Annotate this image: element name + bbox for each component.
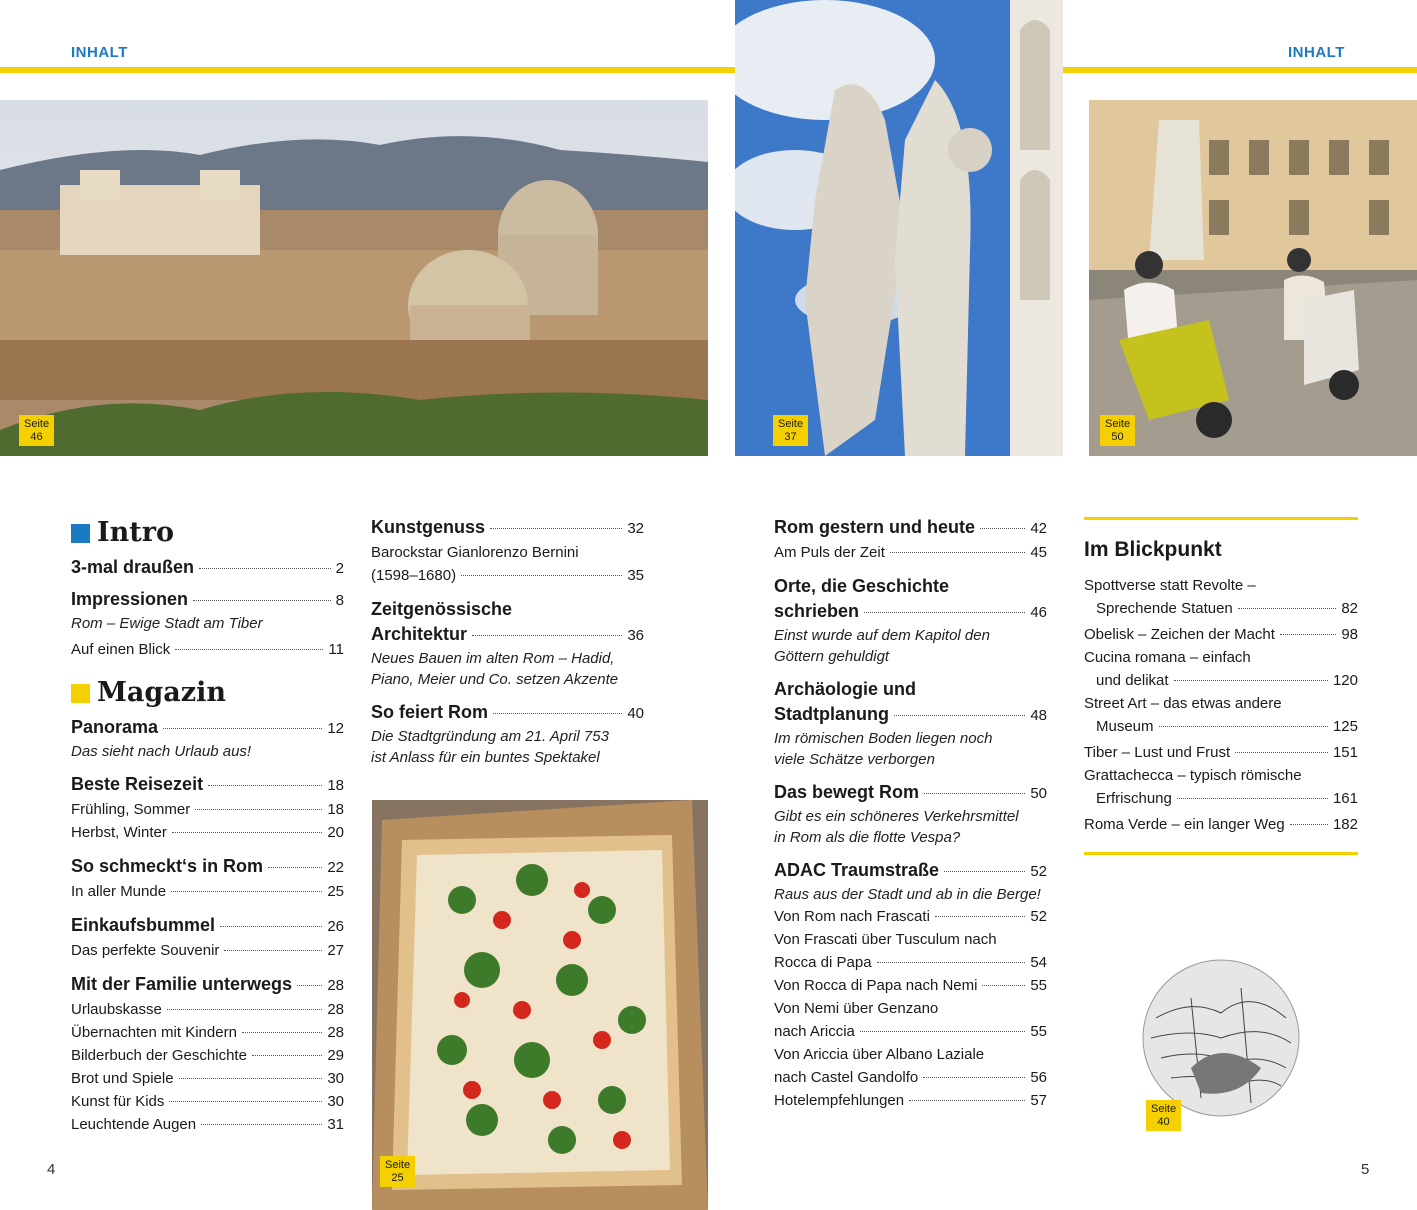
toc-entry[interactable]: Roma Verde – ein langer Weg 182 [1084,816,1358,833]
toc-entry[interactable]: Von Rocca di Papa nach Nemi 55 [774,977,1047,994]
toc-entry[interactable]: Am Puls der Zeit 45 [774,544,1047,561]
page-number-right: 5 [1361,1161,1370,1178]
toc-entry[interactable]: Hotelempfehlungen 57 [774,1092,1047,1109]
section-title-intro: Intro [71,515,344,551]
toc-column-2 [371,515,644,768]
header-label-left: INHALT [71,44,128,61]
toc-entry[interactable]: Rom gestern und heute 42 [774,517,1047,537]
toc-entry[interactable]: Museum 125 [1096,718,1358,735]
blickpunkt-rule-bottom [1084,852,1358,855]
toc-entry[interactable]: Übernachten mit Kindern 28 [71,1024,344,1041]
header-bar-left [0,67,735,73]
toc-entry[interactable]: schrieben 46 [774,601,1047,621]
toc-entry[interactable]: Bilderbuch der Geschichte 29 [71,1047,344,1064]
toc-entry[interactable]: (1598–1680) 35 [371,567,644,584]
toc-entry[interactable]: Erfrischung 161 [1096,790,1358,807]
toc-entry[interactable]: Panorama 12 [71,717,344,737]
toc-subtitle: Einst wurde auf dem Kapitol den [774,627,990,644]
toc-subtitle: Das sieht nach Urlaub aus! [71,743,252,760]
toc-entry-line: Zeitgenössische [371,599,513,619]
toc-entry-line: Barockstar Gianlorenzo Bernini [371,544,579,561]
toc-column-3 [774,515,1047,1112]
toc-entry[interactable]: Mit der Familie unterwegs 28 [71,974,344,994]
toc-entry[interactable]: Herbst, Winter 20 [71,824,344,841]
toc-entry[interactable]: Das perfekte Souvenir 27 [71,942,344,959]
toc-entry[interactable]: Rocca di Papa 54 [774,954,1047,971]
toc-entry[interactable]: ADAC Traumstraße 52 [774,860,1047,880]
toc-subtitle: in Rom als die flotte Vespa? [774,829,961,846]
page-badge: Seite 37 [773,415,808,446]
toc-entry[interactable]: In aller Munde 25 [71,883,344,900]
pizza-photo [372,800,708,1210]
toc-entry-line: Orte, die Geschichte [774,576,950,596]
rome-skyline-photo [0,100,708,456]
toc-entry[interactable]: Brot und Spiele 30 [71,1070,344,1087]
yellow-square-icon [71,684,90,703]
toc-entry[interactable]: Stadtplanung 48 [774,704,1047,724]
toc-entry-line: Archäologie und [774,679,917,699]
toc-entry[interactable]: Einkaufsbummel 26 [71,915,344,935]
toc-subtitle: Neues Bauen im alten Rom – Hadid, [371,650,615,667]
toc-entry[interactable]: Obelisk – Zeichen der Macht 98 [1084,626,1358,643]
toc-entry[interactable]: Beste Reisezeit 18 [71,774,344,794]
toc-entry[interactable]: nach Ariccia 55 [774,1023,1047,1040]
toc-entry[interactable]: Von Rom nach Frascati 52 [774,908,1047,925]
toc-subtitle: Gibt es ein schöneres Verkehrsmittel [774,808,1019,825]
toc-entry[interactable]: Tiber – Lust und Frust 151 [1084,744,1358,761]
toc-column-1 [71,515,344,1136]
toc-entry-line: Grattachecca – typisch römische [1084,767,1302,784]
toc-subtitle: Rom – Ewige Stadt am Tiber [71,615,263,632]
toc-subtitle: Die Stadtgründung am 21. April 753 [371,728,609,745]
toc-entry[interactable]: Auf einen Blick 11 [71,641,344,658]
toc-entry-line: Von Nemi über Genzano [774,1000,939,1017]
page-badge: Seite 50 [1100,415,1135,446]
toc-entry-line: Von Ariccia über Albano Laziale [774,1046,985,1063]
blue-square-icon [71,524,90,543]
vespa-photo [1089,100,1417,456]
statue-photo [735,0,1063,456]
toc-entry[interactable]: und delikat 120 [1096,672,1358,689]
page-number-left: 4 [47,1161,56,1178]
toc-entry-line: Von Frascati über Tusculum nach [774,931,997,948]
page-badge: Seite 40 [1146,1100,1181,1131]
toc-entry[interactable]: So schmeckt‘s in Rom 22 [71,856,344,876]
toc-subtitle: Piano, Meier und Co. setzen Akzente [371,671,619,688]
header-bar-right [1063,67,1417,73]
page-badge: Seite 25 [380,1156,415,1187]
toc-entry[interactable]: Kunstgenuss 32 [371,517,644,537]
toc-entry[interactable]: 3-mal draußen 2 [71,557,344,577]
blickpunkt-rule-top [1084,517,1358,520]
toc-entry[interactable]: nach Castel Gandolfo 56 [774,1069,1047,1086]
toc-column-4 [1084,517,1358,855]
page-badge: Seite 46 [19,415,54,446]
toc-entry-line: Cucina romana – einfach [1084,649,1251,666]
toc-entry-line: Street Art – das etwas andere [1084,695,1282,712]
engraving-illustration [1131,958,1311,1138]
toc-entry[interactable]: Impressionen 8 [71,589,344,609]
toc-entry[interactable]: Kunst für Kids 30 [71,1093,344,1110]
toc-entry[interactable]: Das bewegt Rom 50 [774,782,1047,802]
section-title-magazin: Magazin [71,675,344,711]
toc-subtitle: Göttern gehuldigt [774,648,890,665]
toc-entry-line: Spottverse statt Revolte – [1084,577,1256,594]
toc-entry[interactable]: Frühling, Sommer 18 [71,801,344,818]
toc-entry[interactable]: Leuchtende Augen 31 [71,1116,344,1133]
toc-entry[interactable]: Architektur 36 [371,624,644,644]
toc-entry[interactable]: Sprechende Statuen 82 [1096,600,1358,617]
header-label-right: INHALT [1288,44,1345,61]
toc-subtitle: Raus aus der Stadt und ab in die Berge! [774,886,1041,903]
blickpunkt-title: Im Blickpunkt [1084,538,1222,561]
toc-subtitle: viele Schätze verborgen [774,751,935,768]
toc-subtitle: Im römischen Boden liegen noch [774,730,993,747]
toc-subtitle: ist Anlass für ein buntes Spektakel [371,749,600,766]
toc-entry[interactable]: Urlaubskasse 28 [71,1001,344,1018]
toc-entry[interactable]: So feiert Rom 40 [371,702,644,722]
